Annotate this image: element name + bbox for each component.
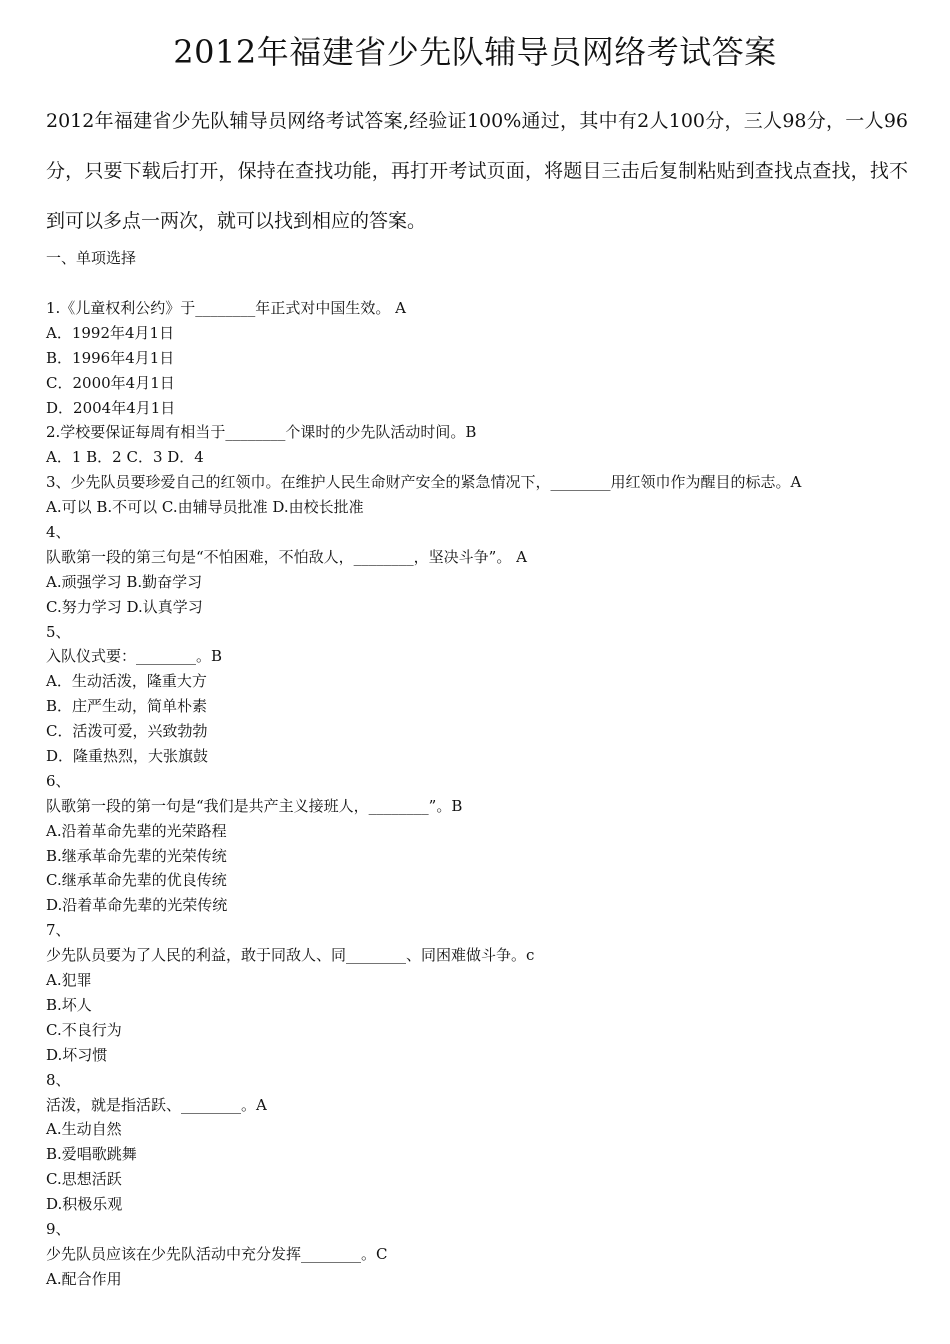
- question-line: B.爱唱歌跳舞: [46, 1145, 137, 1164]
- question-list: [46, 296, 926, 1292]
- page-title: 2012年福建省少先队辅导员网络考试答案: [173, 33, 777, 71]
- question-line: A．生动活泼，隆重大方: [46, 672, 207, 691]
- question-line: D.坏习惯: [46, 1045, 108, 1064]
- question-line: 3、少先队员要珍爱自己的红领巾。在维护人民生命财产安全的紧急情况下，________用红领巾作为醒目的标志。A: [46, 473, 802, 492]
- question-line: 5、: [46, 622, 71, 641]
- question-line: 少先队员要为了人民的利益，敢于同敌人、同________、同困难做斗争。c: [46, 946, 535, 965]
- section-heading: 一、单项选择: [46, 249, 137, 267]
- question-line: C.努力学习 D.认真学习: [46, 597, 203, 616]
- question-line: D.沿着革命先辈的光荣传统: [46, 896, 228, 915]
- question-line: 队歌第一段的第三句是“不怕困难，不怕敌人，________，坚决斗争”。 A: [46, 547, 527, 566]
- question-line: C.不良行为: [46, 1020, 122, 1039]
- question-line: 9、: [46, 1219, 71, 1238]
- question-line: C．2000年4月1日: [46, 373, 175, 392]
- question-line: A．1 B．2 C．3 D．4: [46, 448, 204, 467]
- question-line: A．1992年4月1日: [46, 323, 175, 342]
- question-line: 4、: [46, 523, 71, 542]
- question-line: C．活泼可爱，兴致勃勃: [46, 722, 208, 741]
- question-line: 2.学校要保证每周有相当于________个课时的少先队活动时间。B: [46, 423, 477, 442]
- question-line: 队歌第一段的第一句是“我们是共产主义接班人，________”。B: [46, 796, 463, 815]
- question-line: A.顽强学习 B.勤奋学习: [46, 572, 203, 591]
- question-line: 入队仪式要：________。B: [46, 647, 223, 666]
- question-line: A.配合作用: [46, 1269, 122, 1288]
- intro-paragraph: 2012年福建省少先队辅导员网络考试答案,经验证100%通过，其中有2人100分，三人98分，一人96分，只要下载后打开，保持在查找功能，再打开考试页面，将题目三击后复制粘贴到查找点查找，找不到可以多点一两次，就可以找到相应的答案。: [46, 110, 908, 232]
- question-line: D.积极乐观: [46, 1195, 123, 1214]
- question-line: 活泼，就是指活跃、________。A: [46, 1095, 267, 1114]
- question-line: A.生动自然: [46, 1120, 122, 1139]
- question-line: 6、: [46, 771, 71, 790]
- question-line: B.继承革命先辈的光荣传统: [46, 846, 227, 865]
- question-line: A.沿着革命先辈的光荣路程: [46, 821, 227, 840]
- question-line: 少先队员应该在少先队活动中充分发挥________。C: [46, 1244, 388, 1263]
- question-line: A.犯罪: [46, 971, 92, 990]
- question-line: D．隆重热烈，大张旗鼓: [46, 747, 209, 766]
- question-line: C.继承革命先辈的优良传统: [46, 871, 227, 890]
- question-line: B.坏人: [46, 995, 92, 1014]
- question-line: B．庄严生动，简单朴素: [46, 697, 208, 716]
- question-line: 8、: [46, 1070, 71, 1089]
- question-line: 7、: [46, 921, 71, 940]
- question-line: B．1996年4月1日: [46, 348, 175, 367]
- question-line: 1.《儿童权利公约》于________年正式对中国生效。 A: [46, 299, 406, 317]
- question-line: C.思想活跃: [46, 1170, 122, 1189]
- question-line: A.可以 B.不可以 C.由辅导员批准 D.由校长批准: [46, 498, 364, 517]
- question-line: D．2004年4月1日: [46, 398, 176, 417]
